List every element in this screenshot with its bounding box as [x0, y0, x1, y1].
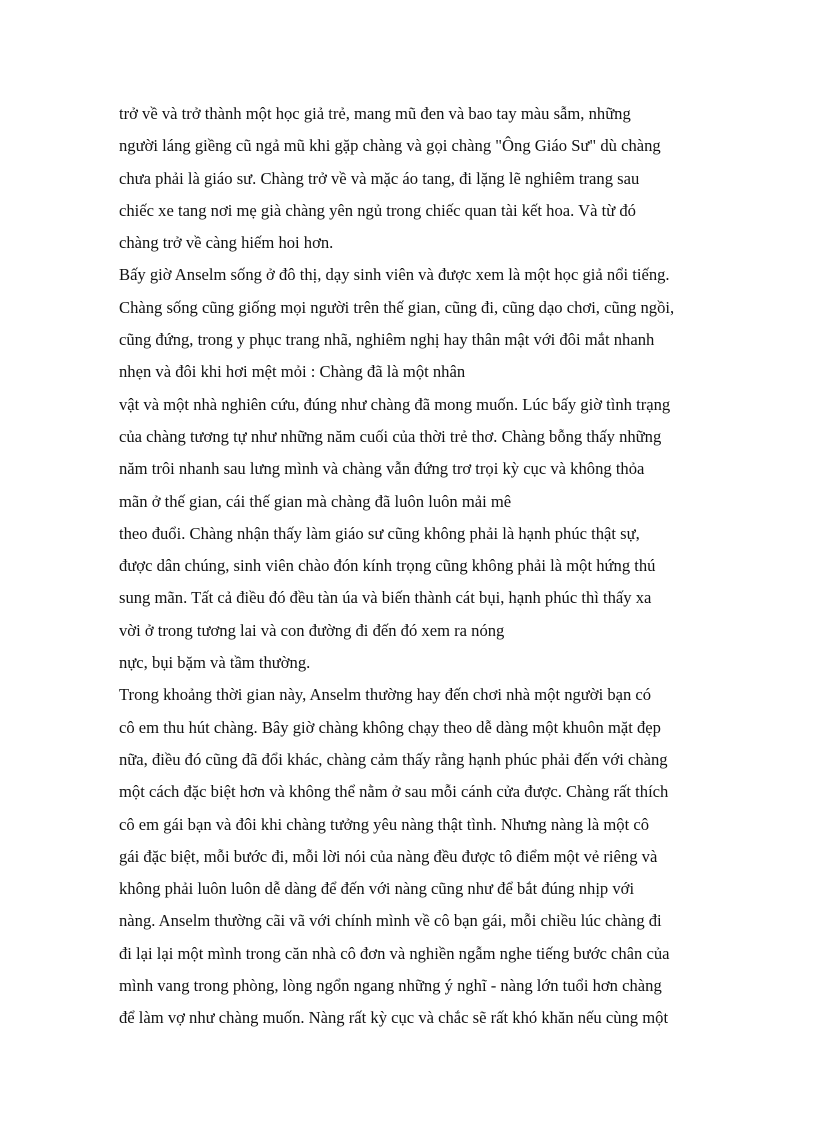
- text-line: chưa phải là giáo sư. Chàng trở về và mặc áo tang, đi lặng lẽ nghiêm trang sau: [119, 168, 640, 188]
- body-text: [119, 98, 719, 1035]
- text-line: được dân chúng, sinh viên chào đón kính trọng cũng không phải là một hứng thú: [119, 556, 656, 576]
- text-line: Trong khoảng thời gian này, Anselm thường hay đến chơi nhà một người bạn có: [119, 685, 652, 705]
- text-line: vật và một nhà nghiên cứu, đúng như chàng đã mong muốn. Lúc bấy giờ tình trạng: [119, 394, 671, 414]
- text-line: vời ở trong tương lai và con đường đi đến đó xem ra nóng: [119, 620, 505, 640]
- text-line: không phải luôn luôn dễ dàng để đến với nàng cũng như để bắt đúng nhịp với: [119, 879, 635, 899]
- text-line: mình vang trong phòng, lòng ngổn ngang những ý nghĩ - nàng lớn tuổi hơn chàng: [119, 976, 662, 996]
- text-line: gái đặc biệt, mỗi bước đi, mỗi lời nói của nàng đều được tô điểm một vẻ riêng và: [119, 846, 658, 866]
- text-line: cũng đứng, trong y phục trang nhã, nghiêm nghị hay thân mật với đôi mắt nhanh: [119, 330, 655, 350]
- text-line: Chàng sống cũng giống mọi người trên thế gian, cũng đi, cũng dạo chơi, cũng ngồi,: [119, 297, 675, 317]
- text-line: chàng trở về càng hiếm hoi hơn.: [119, 233, 334, 253]
- text-line: nàng. Anselm thường cãi vã với chính mình về cô bạn gái, mỗi chiều lúc chàng đi: [119, 911, 662, 931]
- text-line: để làm vợ như chàng muốn. Nàng rất kỳ cục và chắc sẽ rất khó khăn nếu cùng một: [119, 1008, 669, 1028]
- text-line: chiếc xe tang nơi mẹ già chàng yên ngủ trong chiếc quan tài kết hoa. Và từ đó: [119, 200, 636, 220]
- text-line: trở về và trở thành một học giả trẻ, mang mũ đen và bao tay màu sẫm, những: [119, 104, 631, 123]
- text-line: cô em gái bạn và đôi khi chàng tưởng yêu nàng thật tình. Nhưng nàng là một cô: [119, 814, 649, 834]
- text-line: theo đuổi. Chàng nhận thấy làm giáo sư cũng không phải là hạnh phúc thật sự,: [119, 523, 640, 543]
- text-line: cô em thu hút chàng. Bây giờ chàng không chạy theo dễ dàng một khuôn mặt đẹp: [119, 717, 661, 737]
- text-line: nữa, điều đó cũng đã đổi khác, chàng cảm thấy rằng hạnh phúc phải đến với chàng: [119, 749, 668, 769]
- text-line: nực, bụi bặm và tầm thường.: [119, 653, 311, 673]
- text-line: một cách đặc biệt hơn và không thể nằm ở sau mỗi cánh cửa được. Chàng rất thích: [119, 782, 669, 802]
- text-line: Bấy giờ Anselm sống ở đô thị, dạy sinh viên và được xem là một học giả nổi tiếng.: [119, 265, 670, 285]
- text-line: người láng giềng cũ ngả mũ khi gặp chàng và gọi chàng "Ông Giáo Sư" dù chàng: [119, 136, 661, 156]
- text-line: năm trôi nhanh sau lưng mình và chàng vẫn đứng trơ trọi kỳ cục và không thỏa: [119, 459, 645, 479]
- text-line: của chàng tương tự như những năm cuối của thời trẻ thơ. Chàng bỗng thấy những: [119, 426, 662, 446]
- text-line: mãn ở thế gian, cái thế gian mà chàng đã luôn luôn mải mê: [119, 491, 512, 511]
- text-line: đi lại lại một mình trong căn nhà cô đơn và nghiền ngẫm nghe tiếng bước chân của: [119, 943, 670, 963]
- text-line: nhẹn và đôi khi hơi mệt mỏi : Chàng đã là một nhân: [119, 362, 466, 382]
- text-line: sung mãn. Tất cả điều đó đều tàn úa và biến thành cát bụi, hạnh phúc thì thấy xa: [119, 588, 652, 608]
